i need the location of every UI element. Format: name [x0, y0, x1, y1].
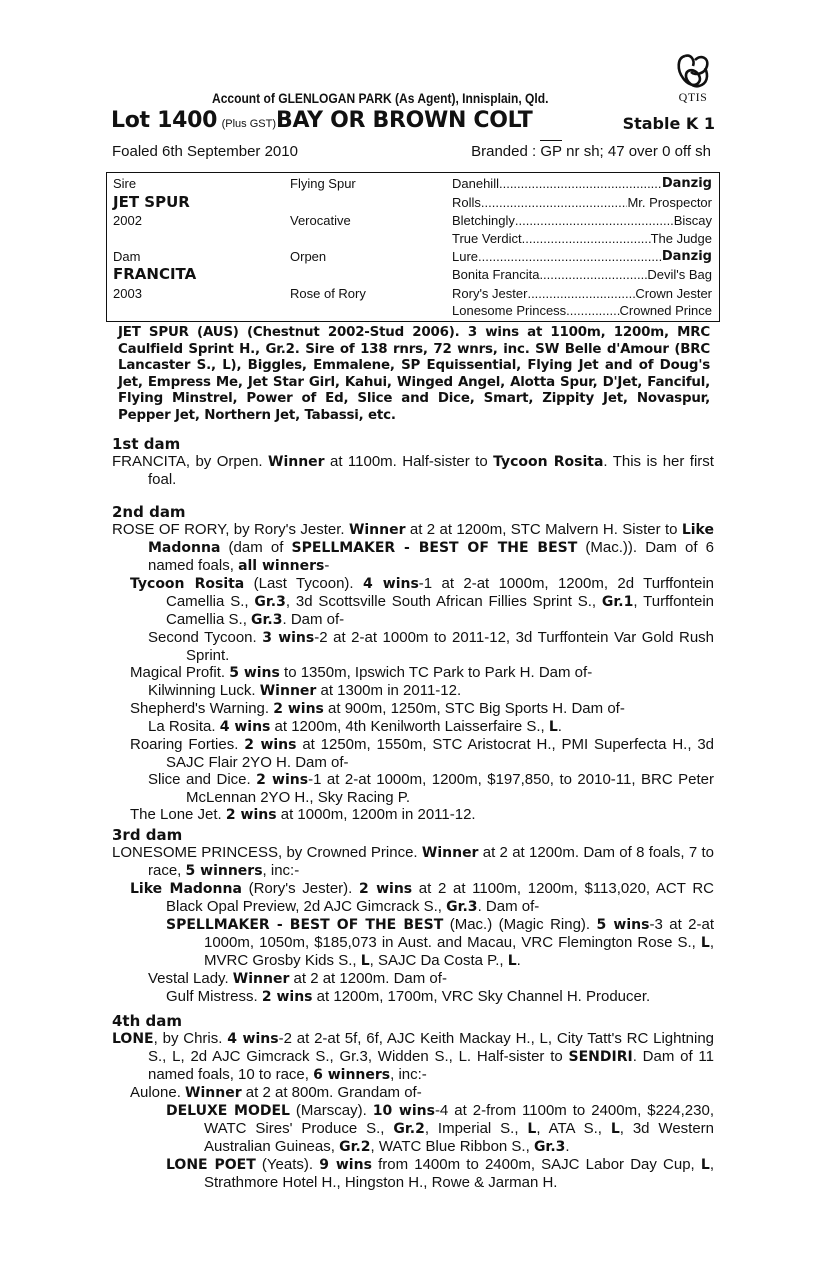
produce-entry: LONESOME PRINCESS, by Crowned Prince. Winner at 2 at 1200m. Dam of 8 foals, 7 to race, 5 winners, inc:- [112, 844, 715, 879]
ancestor-row: Rory's Jester ..... Crown Jester [452, 286, 712, 301]
sire-label: Sire [113, 176, 137, 191]
produce-entry: LONE, by Chris. 4 wins-2 at 2-at 5f, 6f, AJC Keith Mackay H., L, City Tatt's RC Lightning S., L, 2d AJC Gimcrack S., Gr.3, Widden S., L. Half-sister to SENDIRI. Dam of 11 named foals, 10 to race, 6 winners, inc:- [112, 1030, 715, 1083]
sire-summary: JET SPUR (AUS) (Chestnut 2002-Stud 2006). 3 wins at 1100m, 1200m, MRC Caulfield Sprint H., Gr.2. Sire of 138 rnrs, 72 wnrs, inc. SW Belle d'Amour (BRC Lancaster S., L), Biggles, Emmalene, SP Equissential, Flying Jet and of Doug's Jet, Empress Me, Jet Star Girl, Kahui, Winged Angel, Alotta Spur, D'Jet, Fanciful, Flying Minstrel, Power of Ed, Slice and Dice, Smart, Zippity Jet, Novaspur, Pepper Jet, Northern Jet, Tabassi, etc. [118, 325, 710, 423]
qtis-label: QTIS [678, 90, 708, 104]
dam-dam: Rose of Rory [290, 286, 366, 301]
vendor-account: Account of GLENLOGAN PARK (As Agent), Innisplain, Qld. [212, 90, 549, 106]
sire-dam: Verocative [290, 213, 351, 228]
produce-entry: DELUXE MODEL (Marscay). 10 wins-4 at 2-from 1100m to 2400m, $224,230, WATC Sires' Produce S., Gr.2, Imperial S., L, ATA S., L, 3d Western Australian Guineas, Gr.2, WATC Blue Ribbon S., Gr.3. [166, 1102, 715, 1155]
sire-year: 2002 [113, 213, 142, 228]
produce-entry: FRANCITA, by Orpen. Winner at 1100m. Half-sister to Tycoon Rosita. This is her first foal. [112, 453, 714, 488]
dam-heading: 4th dam [112, 1012, 182, 1030]
dam-heading: 3rd dam [112, 826, 183, 844]
produce-entry: Aulone. Winner at 2 at 800m. Grandam of- [130, 1084, 422, 1101]
sire-name: JET SPUR [113, 193, 190, 211]
produce-entry: Vestal Lady. Winner at 2 at 1200m. Dam of- [148, 970, 447, 987]
produce-entry: LONE POET (Yeats). 9 wins from 1400m to 2400m, SAJC Labor Day Cup, L, Strathmore Hotel H., Hingston H., Rowe & Jarman H. [166, 1156, 714, 1191]
pedigree-table [106, 172, 720, 322]
sire-sire: Flying Spur [290, 176, 356, 191]
ancestor-row: True Verdict ..... The Judge [452, 231, 712, 246]
ancestor-row: Bletchingly ..... Biscay [452, 213, 712, 228]
qtis-logo [668, 52, 718, 105]
dam-section-2 [112, 503, 714, 824]
ancestor-row: Rolls ..... Mr. Prospector [452, 195, 712, 210]
branded-suffix: nr sh; 47 over 0 off sh [562, 143, 711, 160]
produce-entry: Slice and Dice. 2 wins-1 at 2-at 1000m, 1200m, $197,850, to 2010-11, BRC Peter McLennan 2YO H., Sky Racing P. [148, 771, 714, 806]
produce-entry: La Rosita. 4 wins at 1200m, 4th Kenilworth Laisserfaire S., L. [148, 718, 562, 735]
stable-location: Stable K 1 [622, 114, 715, 133]
dam-section-4 [112, 1012, 714, 1191]
produce-entry: ROSE OF RORY, by Rory's Jester. Winner at 2 at 1200m, STC Malvern H. Sister to Like Madonna (dam of SPELLMAKER - BEST OF THE BEST (Mac.)). Dam of 6 named foals, all winners- [112, 521, 714, 574]
produce-entry: Second Tycoon. 3 wins-2 at 2-at 1000m to 2011-12, 3d Turffontein Var Gold Rush Sprint. [148, 629, 715, 664]
ancestor-row: Danehill ..... Danzig [452, 176, 712, 191]
branded-prefix: Branded : [471, 143, 541, 160]
produce-entry: The Lone Jet. 2 wins at 1000m, 1200m in 2011-12. [130, 806, 476, 823]
dam-heading: 2nd dam [112, 503, 186, 521]
produce-entry: Tycoon Rosita (Last Tycoon). 4 wins-1 at 2-at 1000m, 1200m, 2d Turffontein Camellia S., Gr.3, 3d Scottsville South African Fillies Sprint S., Gr.1, Turffontein Camellia S., Gr.3. Dam of- [130, 575, 715, 628]
ancestor-row: Bonita Francita ..... Devil's Bag [452, 267, 712, 282]
brand-mark-icon: GP [540, 143, 562, 160]
dam-label: Dam [113, 249, 141, 264]
dam-sire: Orpen [290, 249, 327, 264]
ancestor-row: Lure ..... Danzig [452, 249, 712, 264]
foaled-date: Foaled 6th September 2010 [112, 143, 298, 160]
produce-entry: Gulf Mistress. 2 wins at 1200m, 1700m, VRC Sky Channel H. Producer. [166, 988, 651, 1005]
lot-line [111, 108, 715, 133]
dam-section-1 [112, 435, 714, 488]
dam-name: FRANCITA [113, 265, 197, 283]
dam-section-3 [112, 826, 714, 1006]
branded-info [471, 143, 711, 160]
horse-description: BAY OR BROWN COLT [276, 108, 533, 133]
dam-heading: 1st dam [112, 435, 181, 453]
produce-entry: Like Madonna (Rory's Jester). 2 wins at 2 at 1100m, 1200m, $113,020, ACT RC Black Opal Preview, 2d AJC Gimcrack S., Gr.3. Dam of- [130, 880, 714, 915]
gst-note: (Plus GST) [221, 118, 276, 130]
produce-entry: Kilwinning Luck. Winner at 1300m in 2011-12. [148, 682, 462, 699]
produce-entry: Roaring Forties. 2 wins at 1250m, 1550m, STC Aristocrat H., PMI Superfecta H., 3d SAJC Flair 2YO H. Dam of- [130, 736, 715, 771]
produce-entry: Magical Profit. 5 wins to 1350m, Ipswich TC Park to Park H. Dam of- [130, 664, 593, 681]
dam-year: 2003 [113, 286, 142, 301]
lot-number: Lot 1400 [111, 108, 218, 133]
ancestor-row: Lonesome Princess ..... Crowned Prince [452, 303, 712, 318]
qtis-emblem-icon [673, 52, 713, 92]
produce-entry: SPELLMAKER - BEST OF THE BEST (Mac.) (Magic Ring). 5 wins-3 at 2-at 1000m, 1050m, $185,073 in Aust. and Macau, VRC Flemington Rose S., L, MVRC Grosby Kids S., L, SAJC Da Costa P., L. [166, 916, 715, 969]
produce-entry: Shepherd's Warning. 2 wins at 900m, 1250m, STC Big Sports H. Dam of- [130, 700, 625, 717]
